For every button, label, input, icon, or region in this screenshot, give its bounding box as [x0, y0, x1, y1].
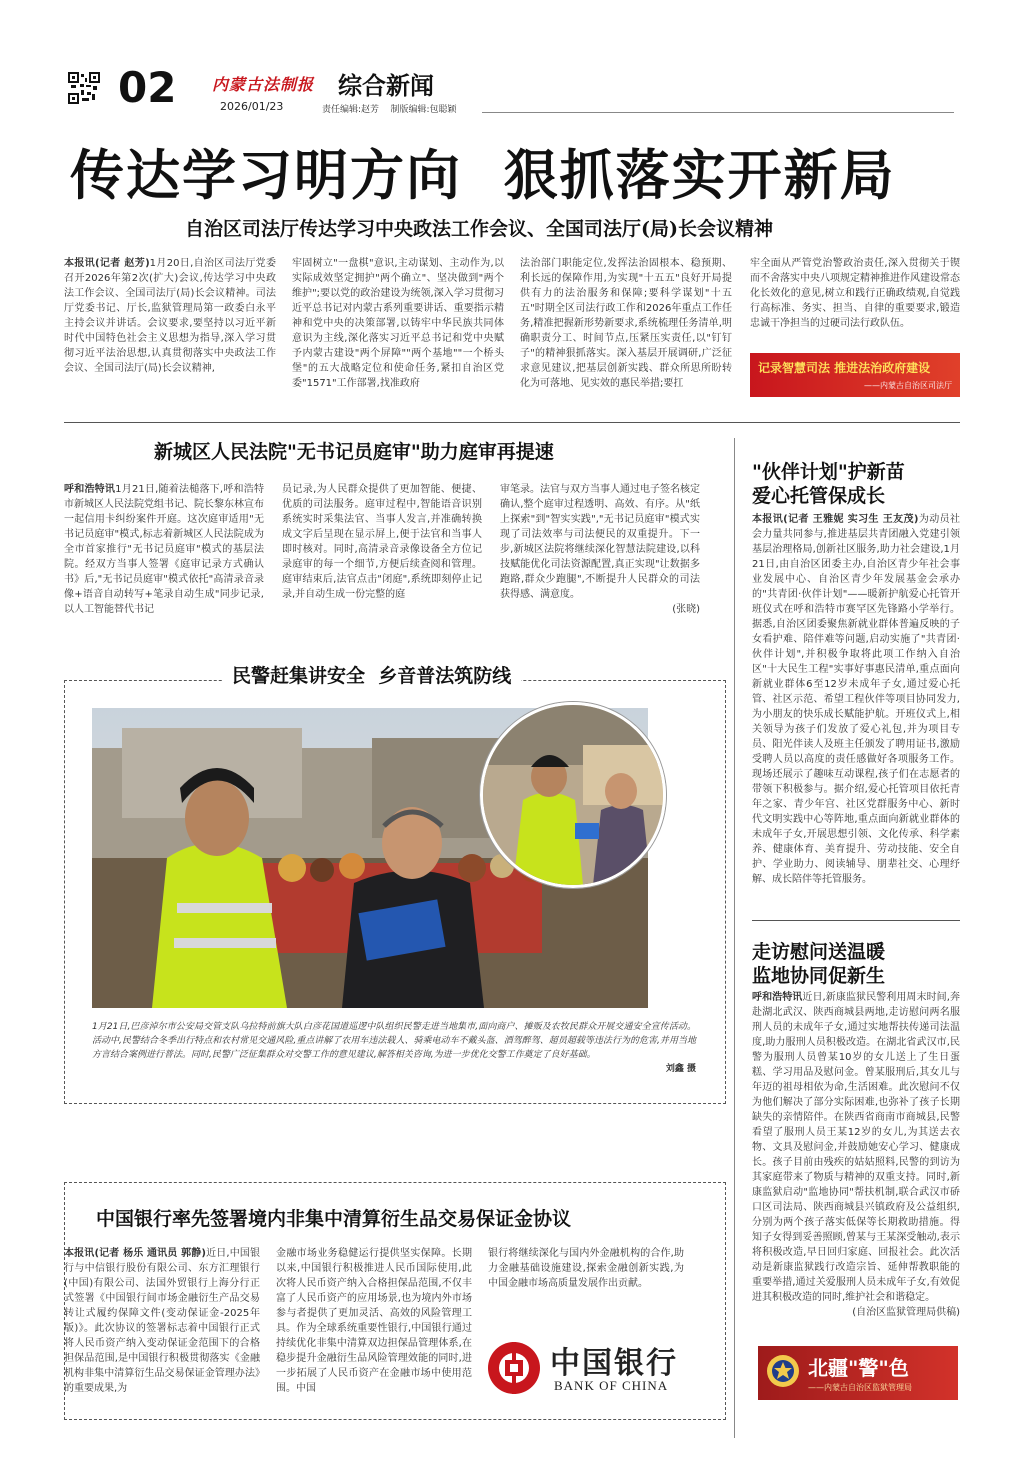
main-byline: 本报讯(记者 赵芳)	[64, 258, 150, 269]
issue-date: 2026/01/23	[220, 100, 284, 113]
visit-sign: (自治区监狱管理局供稿)	[852, 1307, 960, 1318]
partner-text	[752, 512, 960, 887]
court-text-col2: 员记录,为人民群众提供了更加智能、便捷、优质的司法服务。庭审过程中,智能语音识别系统实时采集法官、当事人发言,并准确转换成文字后呈现在显示屏上,便于法官和当事人即时核对。同时,高清录音录像设备全方位记录庭审的每一个细节,方便后续查阅和管理。庭审结束后,法官点击"闭庭",系统即刻停止记录,并自动生成一份完整的庭	[282, 484, 482, 600]
main-col-3	[520, 256, 732, 391]
newspaper-logo: 内蒙古法制报	[212, 75, 315, 94]
justice-banner	[750, 353, 960, 397]
visit-headline-1: 走访慰问送温暖	[752, 941, 886, 963]
main-text-col3: 法治部门职能定位,发挥法治固根本、稳预期、利长远的保障作用,为实现"十五五"良好开局提供有力的法治服务和保障;要科学谋划"十五五"时期全区司法行政工作和2026年重点工作任务,精准把握新形势新要求,系统梳理任务清单,明确职责分工、时间节点,压紧压实责任,以"钉钉子"的精神狠抓落实。深入基层开展调研,广泛征求意见建议,把基层创新实践、群众所思所盼转化为可落地、见实效的惠民举措;要扛	[520, 258, 732, 389]
banner-subtitle: ——内蒙古自治区司法厅	[864, 381, 952, 390]
court-headline: 新城区人民法院"无书记员庭审"助力庭审再提速	[154, 441, 554, 463]
court-text-col3: 审笔录。法官与双方当事人通过电子签名核定确认,整个庭审过程透明、高效、有序。从"纸上探索"到"智实实践","无书记员庭审"模式实现了司法效率与司法便民的双重提升。下一步,新城区法院将继续深化智慧法院建设,以科技赋能优化司法资源配置,真正实现"让数据多跑路,群众少跑腿",不断提升人民群众的司法获得感、满意度。	[500, 484, 700, 600]
main-col-4	[750, 256, 960, 331]
boc-col-2	[276, 1246, 472, 1396]
editor-line: 责任编辑:赵芳 制版编辑:包聪颖	[322, 105, 457, 115]
boc-text-col2: 金融市场业务稳健运行提供坚实保障。长期以来,中国银行积极推进人民币国际使用,此次将人民币资产纳入合格担保品范围,不仅丰富了人民币资产的应用场景,也为境内外市场参与者提供了更加灵活、高效的风险管理工具。作为全球系统重要性银行,中国银行通过持续优化非集中清算双边担保品管理体系,在稳步提升金融衍生品风险管理效能的同时,进一步拓展了人民币资产在金融市场中使用范围。中国	[276, 1248, 472, 1394]
partner-byline: 本报讯(记者 王雅妮 实习生 王友茂)	[752, 514, 919, 525]
court-col-2	[282, 482, 482, 602]
court-col-3	[500, 482, 700, 617]
photo-caption-text: 1月21日,巴彦淖尔市公安局交管支队乌拉特前旗大队白彦花国道巡逻中队组织民警走进当地集市,面向商户、摊贩及农牧民群众开展交通安全宣传活动。活动中,民警结合冬季出行特点和农村常见交通风险,重点讲解了农用车违法载人、骑乘电动车不戴头盔、酒驾醉驾、超员超载等违法行为的危害,并用当地方言结合案例进行普法。同时,民警广泛征集群众对交警工作的意见建议,解答相关咨询,为进一步优化交警工作奠定了良好基础。	[92, 1022, 696, 1060]
boc-byline: 本报讯(记者 杨乐 通讯员 郭静)	[64, 1248, 206, 1259]
main-subheadline: 自治区司法厅传达学习中央政法工作会议、全国司法厅(局)长会议精神	[185, 218, 773, 240]
boc-headline: 中国银行率先签署境内非集中清算衍生品交易保证金协议	[96, 1208, 572, 1230]
court-sign: (张晓)	[672, 604, 700, 615]
boc-text-col1: 近日,中国银行与中信银行股份有限公司、东方汇理银行(中国)有限公司、法国外贸银行上海分行正式签署《中国银行间市场金融衍生产品交易转让式履约保障文件(变动保证金-2025年版)》。此次协议的签署标志着中国银行正式将人民币资产纳入变动保证金范围下的合格担保品范围,是中国银行积极贯彻落实《金融机构非集中清算衍生品交易保证金管理办法》的重要成果,为	[64, 1248, 260, 1394]
court-byline: 呼和浩特讯	[64, 484, 116, 495]
visit-headline-2: 监地协同促新生	[752, 965, 886, 987]
header-rule	[482, 112, 954, 113]
main-col-2	[292, 256, 504, 391]
partner-body: 为动员社会力量共同参与,推进基层共青团融入党建引领基层治理格局,创新社区服务,助力社会建设,1月21日,由自治区团委主办,自治区青少年社会事业发展中心、自治区青少年发展基金会承办的"共青团·伙伴计划"——暖新护航爱心托管开班仪式在呼和浩特市赛罕区先锋路小学举行。据悉,自治区团委聚焦新就业群体普遍反映的子女看护难、陪伴难等问题,启动实施了"共青团·伙伴计划",并积极争取将此项工作纳入自治区"十大民生工程"实事好事惠民清单,重点面向新就业群体6至12岁未成年子女,通过爱心托管、社区示范、希望工程伙伴等项目协同发力,为小朋友的快乐成长赋能护航。开班仪式上,相关领导为孩子们发放了爱心礼包,并为项目专员、阳光伴读人及班主任颁发了聘用证书,激励受聘人员以高度的责任感做好各项服务工作。现场还展示了趣味互动课程,孩子们在志愿者的带领下积极参与。据介绍,爱心托管项目依托青年之家、青少年宫、社区党群服务中心、新时代文明实践中心等阵地,重点面向新就业群体的未成年子女,开展思想引领、文化传承、科学素养、健康体育、美育提升、劳动技能、安全自护、学业助力、阅读辅导、朋辈社交、心理纾解、成长陪伴等托管服务。	[752, 514, 960, 885]
boc-col-1	[64, 1246, 260, 1396]
section-title: 综合新闻	[338, 71, 434, 100]
visit-byline: 呼和浩特讯	[752, 992, 803, 1003]
boc-text-col3: 银行将继续深化与国内外金融机构的合作,助力金融基础设施建设,探索金融创新实践,为中国金融市场高质量发展作出贡献。	[488, 1248, 684, 1289]
boc-col-3	[488, 1246, 684, 1291]
boc-logo-cn: 中国银行	[550, 1346, 678, 1381]
inset-photo	[480, 702, 666, 888]
court-text-col1: 1月21日,随着法槌落下,呼和浩特市新城区人民法院党组书记、院长黎东林宣布一起信用卡纠纷案件开庭。这次庭审适用"无书记员庭审"模式,标志着新城区人民法院成为全市首家推行"无书记员庭审"模式的基层法院。经双方当事人签署《庭审记录方式确认书》后,"无书记员庭审"模式依托"高清录音录像+语音自动转写+笔录自动生成"同步记录,以人工智能替代书记	[64, 484, 264, 615]
photo-caption	[92, 1020, 696, 1076]
main-headline: 传达学习明方向 狠抓落实开新局	[70, 143, 896, 207]
court-col-1	[64, 482, 264, 617]
main-text-col2: 牢固树立"一盘棋"意识,主动谋划、主动作为,以实际成效坚定拥护"两个确立"、坚决做到"两个维护";要以党的政治建设为统领,深入学习贯彻习近平总书记对内蒙古系列重要讲话、重要指示精神和党中央的决策部署,以铸牢中华民族共同体意识为主线,深化落实习近平总书记和党中央赋予内蒙古建设"两个屏障""两个基地""一个桥头堡"的五大战略定位和使命任务,紧扣自治区党委"1571"工作部署,找准政府	[292, 258, 504, 389]
visit-text	[752, 990, 960, 1320]
boc-logo-en: BANK OF CHINA	[554, 1378, 669, 1393]
page-number: 02	[118, 63, 177, 112]
boc-emblem-icon	[486, 1340, 542, 1396]
police-badge-icon	[766, 1354, 800, 1388]
visit-body: 近日,新康监狱民警利用周末时间,奔赴湖北武汉、陕西商城县两地,走访慰问两名服刑人员的未成年子女,通过实地帮扶传递司法温度,助力服刑人员积极改造。在湖北省武汉市,民警为服刑人员曾某10岁的女儿送上了生日蛋糕、学习用品及慰问金。曾某服刑后,其女儿与年迈的祖母相依为命,生活困难。此次慰问不仅为他们解决了部分实际困难,也弥补了孩子长期缺失的亲情陪伴。在陕西省商南市商城县,民警看望了服刑人员王某12岁的女儿,为其送去衣物、文具及慰问金,并鼓励她安心学习、健康成长。孩子目前由残疾的姑姑照料,民警的到访为其家庭带来了物质与精神的双重支持。同时,新康监狱启动"监地协同"帮扶机制,联合武汉市硚口区司法局、陕西商城县兴镇政府及公益组织,分别为两个孩子落实低保等长期救助措施。得知子女得到妥善照顾,曾某与王某深受触动,表示将积极改造,早日回归家庭、回报社会。此次活动是新康监狱践行改造宗旨、延伸帮教职能的重要举措,通过关爱服刑人员未成年子女,有效促进其积极改造的同时,维护社会和谐稳定。	[752, 992, 960, 1303]
divider-right	[752, 920, 960, 921]
main-text-col1: 1月20日,自治区司法厅党委召开2026年第2次(扩大)会议,传达学习中央政法工作会议、全国司法厅(局)长会议精神。司法厅党委书记、厅长,监狱管理局第一政委白永平主持会议并讲话。会议要求,要坚持以习近平新时代中国特色社会主义思想为指导,深入学习贯彻习近平法治思想,认真贯彻落实中央政法工作会议、全国司法厅(局)长会议精神,	[64, 258, 276, 374]
vertical-divider	[734, 438, 735, 1438]
prison-banner-title: 北疆"警"色	[808, 1356, 909, 1380]
prison-banner-sub: ——内蒙古自治区监狱管理局	[808, 1383, 912, 1392]
photo-story-headline: 民警赶集讲安全 乡音普法筑防线	[222, 662, 521, 690]
photo-credit: 刘鑫 摄	[665, 1064, 696, 1074]
banner-title: 记录智慧司法 推进法治政府建设	[758, 361, 931, 375]
partner-headline-2: 爱心托管保成长	[752, 485, 886, 507]
qr-code-icon	[68, 72, 100, 104]
prison-banner	[758, 1346, 958, 1400]
main-col-1	[64, 256, 276, 376]
boc-logo	[486, 1338, 686, 1398]
partner-headline-1: "伙伴计划"护新苗	[752, 461, 905, 483]
main-text-col4: 牢全面从严管党治警政治责任,深入贯彻关于锲而不舍落实中央八项规定精神推进作风建设常态化长效化的意见,树立和践行正确政绩观,自觉践行高标准、务实、担当、自律的重要要求,锻造忠诚干净担当的过硬司法行政队伍。	[750, 258, 960, 329]
divider-main	[64, 422, 960, 423]
